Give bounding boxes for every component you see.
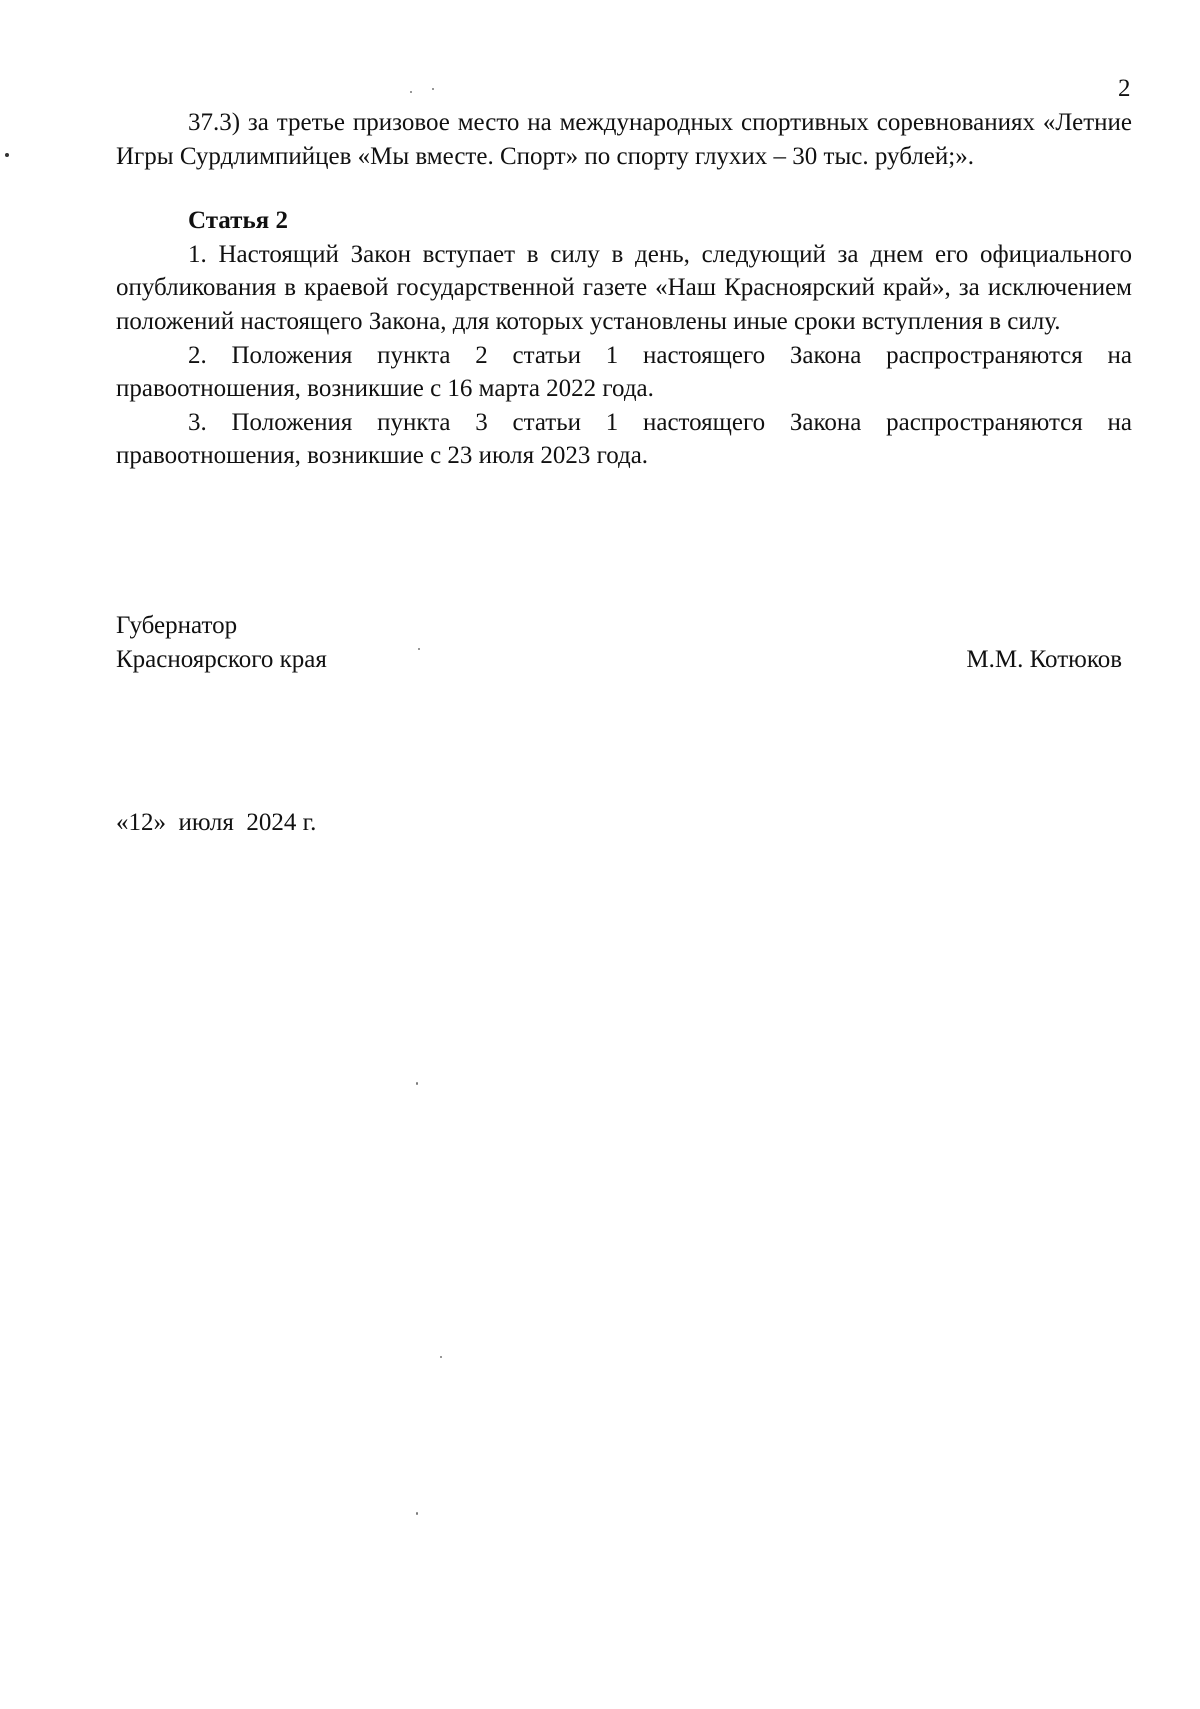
document-body [116,106,1132,473]
signatory-title-line-2: Красноярского края [116,645,327,673]
signature-block [116,609,1132,676]
scan-speck [432,88,434,90]
scan-speck [440,1356,442,1358]
scan-speck [418,648,420,650]
signatory-name: М.М. Котюков [966,645,1122,673]
article-paragraph-1: 1. Настоящий Закон вступает в силу в день, следующий за днем его официального опубликования в краевой государственной газете «Наш Красноярский край», за исключением положений настоящего Закона, для которых установлены иные сроки вступления в силу. [116,240,1132,335]
scan-speck [416,1082,418,1085]
article-paragraph-2: 2. Положения пункта 2 статьи 1 настоящего Закона распространяются на правоотношения, возникшие с 16 марта 2022 года. [116,341,1132,403]
scan-speck [5,153,9,157]
signing-date: «12» июля 2024 г. [116,809,317,836]
signatory-title-line-1: Губернатор [116,612,238,639]
page-number: 2 [1118,75,1131,102]
article-paragraph-3: 3. Положения пункта 3 статьи 1 настоящего Закона распространяются на правоотношения, возникшие с 23 июля 2023 года. [116,408,1132,470]
clause-37-3: 37.3) за третье призовое место на международных спортивных соревнованиях «Летние Игры Сурдлимпийцев «Мы вместе. Спорт» по спорту глухих – 30 тыс. рублей;». [116,109,1132,170]
scan-speck [410,91,412,93]
scan-speck [416,1512,418,1515]
article-heading: Статья 2 [188,207,288,235]
